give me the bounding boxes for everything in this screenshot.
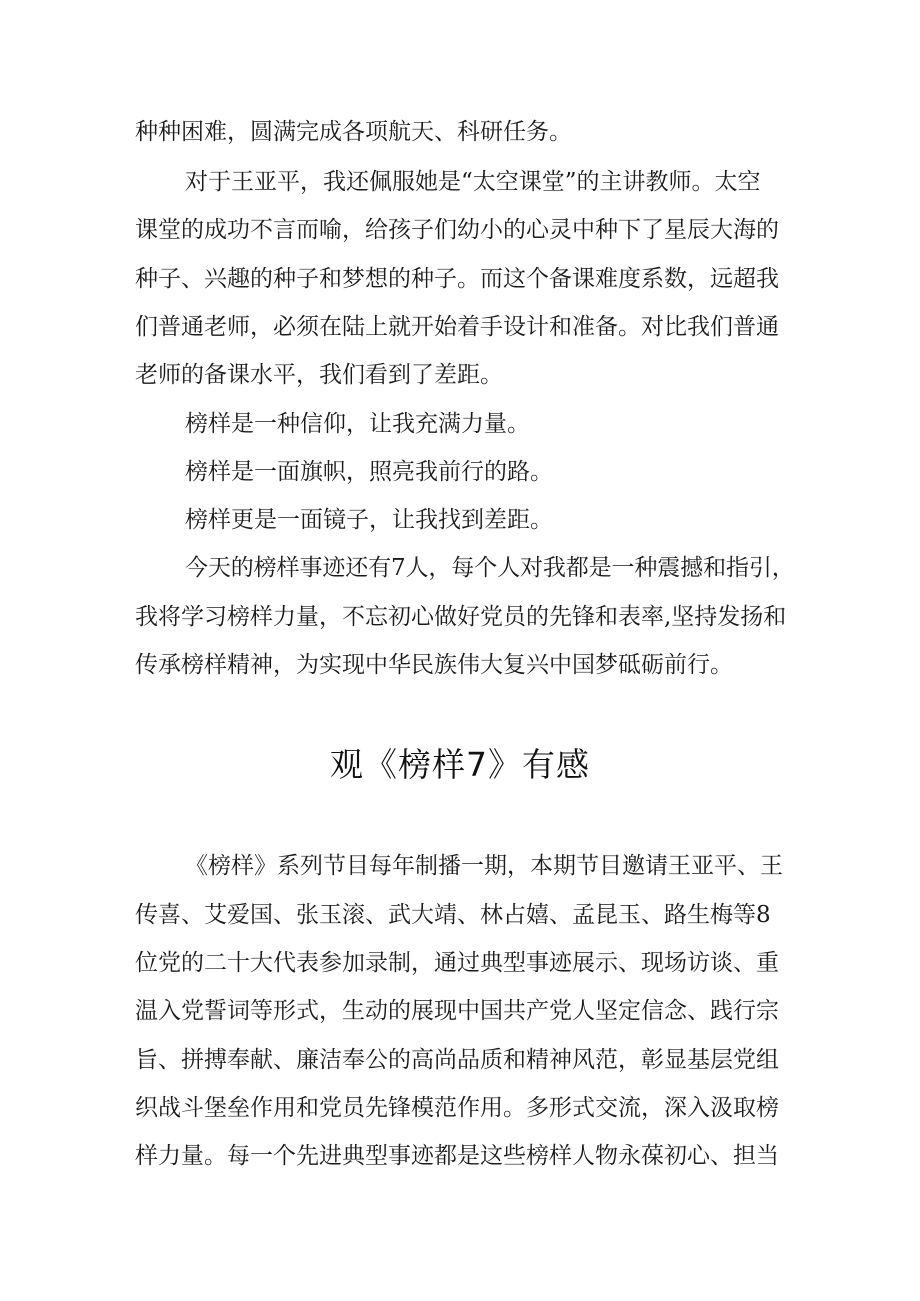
paragraph-line: 样力量。每一个先进典型事迹都是这些榜样人物永葆初心、担当 [135, 1143, 779, 1169]
paragraph-line: 课堂的成功不言而喻，给孩子们幼小的心灵中种下了星辰大海的 [135, 217, 779, 243]
paragraph-line: 们普通老师，必须在陆上就开始着手设计和准备。对比我们普通 [135, 314, 779, 340]
paragraph-line: 织战斗堡垒作用和党员先锋模范作用。多形式交流，深入汲取榜 [135, 1095, 779, 1121]
paragraph-line: 旨、拼搏奉献、廉洁奉公的高尚品质和精神风范，彰显基层党组 [135, 1047, 779, 1073]
paragraph-line: 老师的备课水平，我们看到了差距。 [135, 362, 503, 388]
paragraph-line: 种子、兴趣的种子和梦想的种子。而这个备课难度系数，远超我 [135, 266, 779, 292]
paragraph-line: 我将学习榜样力量，不忘初心做好党员的先锋和表率,坚持发扬和 [135, 604, 787, 630]
paragraph-line: 传喜、艾爱国、张玉滚、武大靖、林占嬉、孟昆玉、路生梅等8 [135, 902, 771, 928]
paragraph-line: 《榜样》系列节目每年制播一期，本期节目邀请王亚平、王 [185, 853, 783, 879]
paragraph-line: 温入党誓词等形式，生动的展现中国共产党人坚定信念、践行宗 [135, 998, 779, 1024]
article-title: 观《榜样7》有感 [330, 745, 590, 784]
paragraph-line: 位党的二十大代表参加录制，通过典型事迹展示、现场访谈、重 [135, 950, 779, 976]
paragraph-line: 传承榜样精神，为实现中华民族伟大复兴中国梦砥砺前行。 [135, 652, 733, 678]
paragraph-line: 榜样是一面旗帜，照亮我前行的路。 [185, 459, 553, 485]
paragraph-line: 榜样更是一面镜子，让我找到差距。 [185, 507, 553, 533]
paragraph-line: 榜样是一种信仰，让我充满力量。 [185, 411, 530, 437]
paragraph-line: 今天的榜样事迹还有7人，每个人对我都是一种震撼和指引， [185, 555, 795, 581]
paragraph-line: 种种困难，圆满完成各项航天、科研任务。 [135, 119, 572, 145]
paragraph-line: 对于王亚平，我还佩服她是“太空课堂”的主讲教师。太空 [185, 169, 761, 195]
